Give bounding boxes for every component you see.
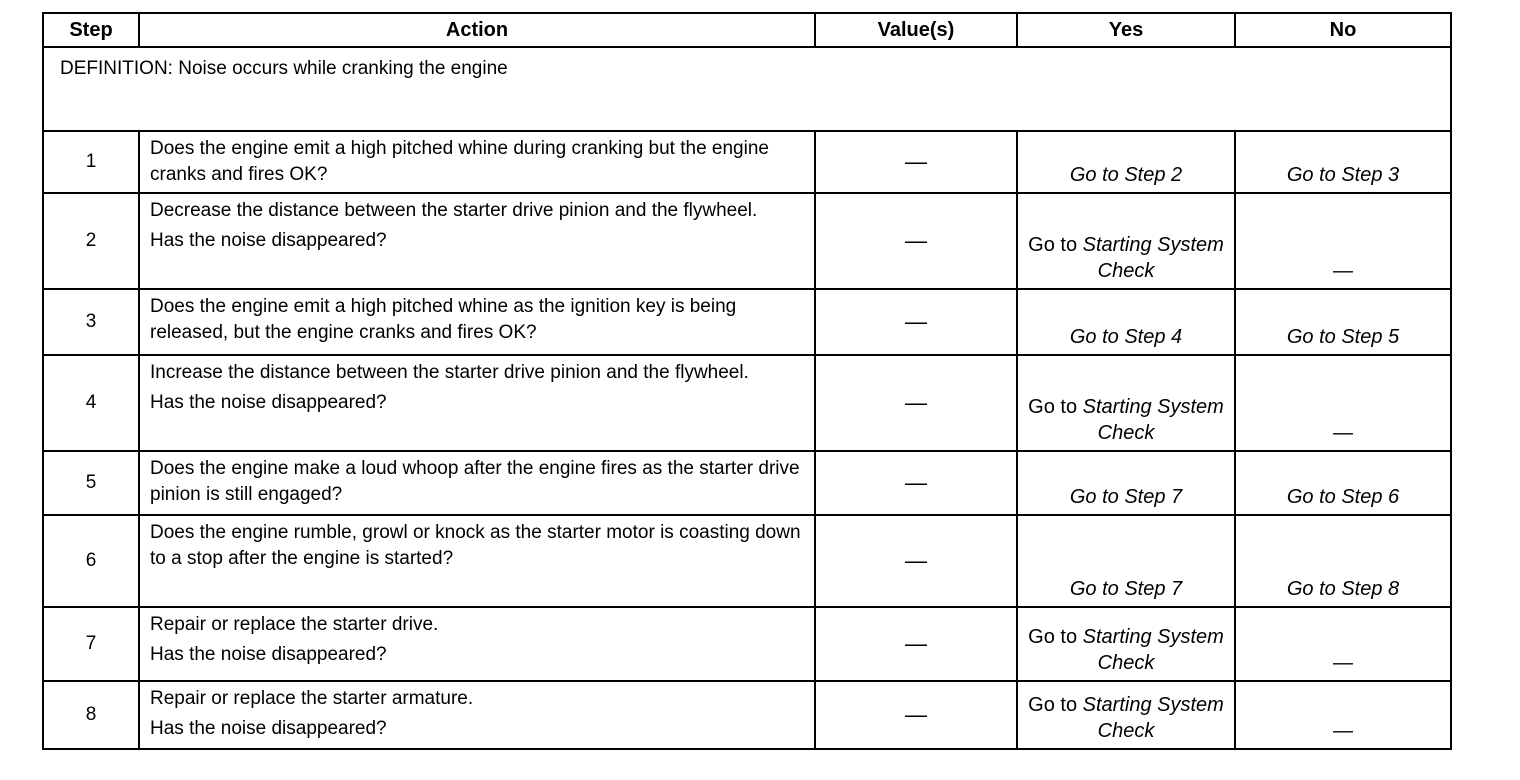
yes-italic-text: Go to Step 2 <box>1069 164 1183 186</box>
action-question: Has the noise disappeared? <box>150 718 387 739</box>
action-text: Does the engine make a loud whoop after the engine fires as the starter drive pinion is still engaged? <box>150 458 800 505</box>
column-header-step: Step <box>43 13 139 47</box>
yes-plain-text: Go to <box>1028 234 1083 256</box>
yes-italic-text: Go to Step 7 <box>1069 486 1183 508</box>
value-cell: — <box>815 681 1017 749</box>
action-cell <box>139 451 815 515</box>
action-cell <box>139 131 815 193</box>
action-text: Does the engine emit a high pitched whine as the ignition key is being released, but the engine cranks and fires OK? <box>150 296 737 343</box>
yes-italic-text: Starting System Check <box>1082 396 1224 444</box>
no-italic-text: Go to Step 3 <box>1286 164 1400 186</box>
no-italic-text: — <box>1333 260 1353 282</box>
column-header-no: No <box>1235 13 1451 47</box>
yes-cell <box>1017 607 1235 681</box>
yes-plain-text: Go to <box>1028 626 1083 648</box>
action-cell <box>139 515 815 607</box>
no-cell <box>1235 515 1451 607</box>
yes-cell <box>1017 289 1235 355</box>
column-header-yes: Yes <box>1017 13 1235 47</box>
value-cell: — <box>815 289 1017 355</box>
yes-plain-text: Go to <box>1028 694 1083 716</box>
action-text: Repair or replace the starter drive. <box>150 614 439 635</box>
yes-italic-text: Starting System Check <box>1082 694 1224 742</box>
table-row <box>43 289 1451 355</box>
action-question: Has the noise disappeared? <box>150 392 387 413</box>
action-text: Repair or replace the starter armature. <box>150 688 474 709</box>
value-cell: — <box>815 515 1017 607</box>
no-cell <box>1235 451 1451 515</box>
yes-cell <box>1017 355 1235 451</box>
yes-cell <box>1017 193 1235 289</box>
no-italic-text: — <box>1333 652 1353 674</box>
no-cell <box>1235 193 1451 289</box>
step-number: 7 <box>43 607 139 681</box>
value-cell: — <box>815 193 1017 289</box>
value-cell: — <box>815 607 1017 681</box>
value-cell: — <box>815 451 1017 515</box>
yes-italic-text: Go to Step 7 <box>1069 578 1183 600</box>
action-question: Has the noise disappeared? <box>150 644 387 665</box>
no-italic-text: — <box>1333 720 1353 742</box>
yes-cell <box>1017 131 1235 193</box>
table-row <box>43 607 1451 681</box>
table-row <box>43 681 1451 749</box>
no-cell <box>1235 355 1451 451</box>
action-question: Has the noise disappeared? <box>150 230 387 251</box>
table-row <box>43 355 1451 451</box>
value-cell: — <box>815 131 1017 193</box>
action-cell <box>139 355 815 451</box>
table-row <box>43 193 1451 289</box>
step-number: 1 <box>43 131 139 193</box>
action-text: Does the engine rumble, growl or knock as the starter motor is coasting down to a stop after the engine is started? <box>150 522 801 569</box>
yes-italic-text: Go to Step 4 <box>1069 326 1183 348</box>
diagnostic-table <box>42 12 1452 750</box>
yes-italic-text: Starting System Check <box>1082 626 1224 674</box>
action-text: Decrease the distance between the starter drive pinion and the flywheel. <box>150 200 758 221</box>
step-number: 3 <box>43 289 139 355</box>
yes-cell <box>1017 515 1235 607</box>
no-cell <box>1235 131 1451 193</box>
table-row <box>43 451 1451 515</box>
action-cell <box>139 193 815 289</box>
step-number: 4 <box>43 355 139 451</box>
no-cell <box>1235 681 1451 749</box>
no-italic-text: — <box>1333 422 1353 444</box>
action-cell <box>139 607 815 681</box>
action-text: Does the engine emit a high pitched whine during cranking but the engine cranks and fires OK? <box>150 138 769 185</box>
step-number: 2 <box>43 193 139 289</box>
step-number: 6 <box>43 515 139 607</box>
column-header-values: Value(s) <box>815 13 1017 47</box>
yes-cell <box>1017 451 1235 515</box>
yes-plain-text: Go to <box>1028 396 1083 418</box>
table-row <box>43 131 1451 193</box>
table-body <box>43 47 1451 749</box>
header-row <box>43 13 1451 47</box>
no-cell <box>1235 607 1451 681</box>
column-header-action: Action <box>139 13 815 47</box>
step-number: 8 <box>43 681 139 749</box>
action-text: Increase the distance between the starter drive pinion and the flywheel. <box>150 362 749 383</box>
yes-italic-text: Starting System Check <box>1082 234 1224 282</box>
action-cell <box>139 289 815 355</box>
value-cell: — <box>815 355 1017 451</box>
step-number: 5 <box>43 451 139 515</box>
action-cell <box>139 681 815 749</box>
table-row <box>43 515 1451 607</box>
no-italic-text: Go to Step 6 <box>1286 486 1400 508</box>
yes-cell <box>1017 681 1235 749</box>
definition-text: DEFINITION: Noise occurs while cranking the engine <box>43 47 1451 131</box>
no-italic-text: Go to Step 5 <box>1286 326 1400 348</box>
no-italic-text: Go to Step 8 <box>1286 578 1400 600</box>
no-cell <box>1235 289 1451 355</box>
definition-row <box>43 47 1451 131</box>
